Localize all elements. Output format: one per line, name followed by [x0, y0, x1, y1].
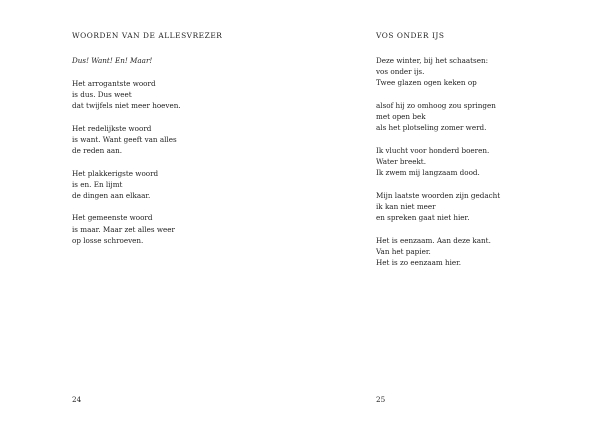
- poem-line: vos onder ijs.: [376, 67, 425, 77]
- right-page: [300, 0, 600, 432]
- poem-line: Van het papier.: [376, 246, 431, 256]
- poem-line: dat twijfels niet meer hoeven.: [72, 101, 181, 111]
- poem-line: als het plotseling zomer werd.: [376, 123, 487, 133]
- poem-line: Het is zo eenzaam hier.: [376, 258, 462, 268]
- stanza: [376, 145, 500, 179]
- poem-line: is want. Want geeft van alles: [72, 134, 177, 144]
- poem-line: ik kan niet meer: [376, 201, 436, 211]
- poem-title: WOORDEN VAN DE ALLESVREZER: [72, 31, 223, 40]
- poem-body: [72, 55, 181, 257]
- poem-line: Het plakkerigste woord: [72, 168, 159, 178]
- poem-line: Het arrogantste woord: [72, 78, 156, 88]
- stanza: [72, 78, 181, 112]
- poem-line: Water breekt.: [376, 157, 426, 167]
- poem-line: op losse schroeven.: [72, 235, 144, 245]
- poem-line: de dingen aan elkaar.: [72, 190, 151, 200]
- poem-line: Mijn laatste woorden zijn gedacht: [376, 190, 501, 200]
- poem-line: Deze winter, bij het schaatsen:: [376, 56, 489, 65]
- stanza: [376, 235, 500, 269]
- page-number: 25: [376, 395, 386, 404]
- poem-line: is dus. Dus weet: [72, 89, 132, 99]
- poem-subtitle: Dus! Want! En! Maar!: [72, 56, 153, 65]
- stanza: [376, 100, 500, 134]
- page-number: 24: [72, 395, 82, 404]
- stanza: [72, 168, 181, 202]
- stanza: [72, 123, 181, 157]
- poem-line: Het is eenzaam. Aan deze kant.: [376, 235, 491, 245]
- poem-title: VOS ONDER IJS: [376, 31, 445, 40]
- poem-line: Ik zwem mij langzaam dood.: [376, 168, 480, 178]
- poem-line: Ik vlucht voor honderd boeren.: [376, 145, 490, 155]
- poem-line: is maar. Maar zet alles weer: [72, 224, 175, 234]
- poem-line: Twee glazen ogen keken op: [376, 78, 477, 88]
- poem-line: is en. En lijmt: [72, 179, 123, 189]
- stanza: [72, 212, 181, 246]
- stanza: [376, 55, 500, 89]
- poem-line: Het gemeenste woord: [72, 213, 153, 223]
- stanza: [376, 190, 500, 224]
- poem-line: Het redelijkste woord: [72, 123, 152, 133]
- poem-body: [376, 55, 500, 280]
- poem-line: de reden aan.: [72, 146, 123, 156]
- poem-line: met open bek: [376, 112, 426, 122]
- poem-line: en spreken gaat niet hier.: [376, 213, 470, 223]
- poem-line: alsof hij zo omhoog zou springen: [376, 100, 496, 110]
